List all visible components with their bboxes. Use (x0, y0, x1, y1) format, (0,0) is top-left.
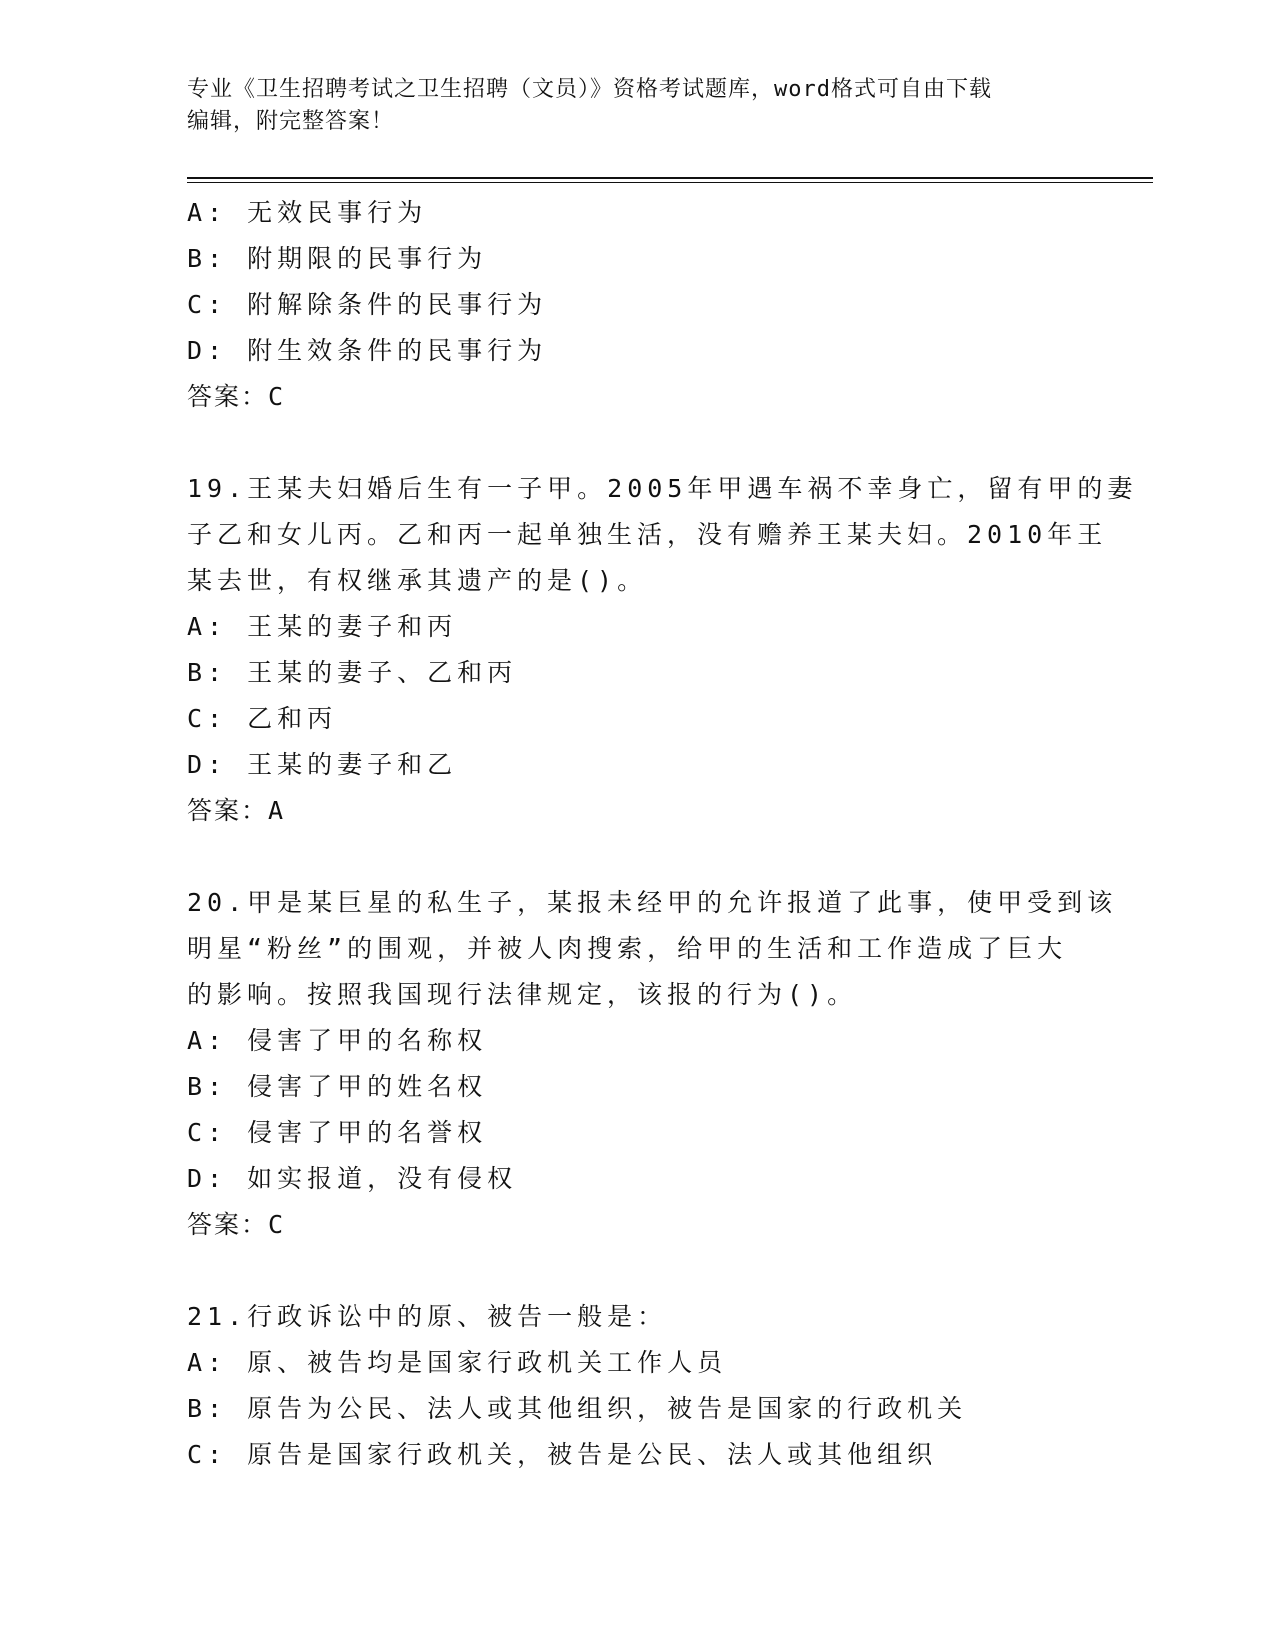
question-list (187, 190, 1138, 1478)
answer-label: 答案： (187, 382, 269, 411)
option-b: B: 侵害了甲的姓名权 (187, 1072, 488, 1101)
answer-line (187, 788, 1087, 834)
option-c: C: 乙和丙 (187, 704, 338, 733)
header-divider-thin (187, 182, 1153, 183)
question-stem-line: 的影响。按照我国现行法律规定，该报的行为()。 (187, 980, 858, 1009)
question-gap (187, 834, 1087, 880)
option-a: A: 侵害了甲的名称权 (187, 1026, 488, 1055)
header-divider-thick (187, 177, 1153, 179)
question-gap (187, 1248, 1087, 1294)
document-header (187, 74, 1087, 138)
question-stem-line: 20.甲是某巨星的私生子，某报未经甲的允许报道了此事，使甲受到该 (187, 888, 1118, 917)
option-d: D: 如实报道，没有侵权 (187, 1164, 518, 1193)
question-stem-line: 21.行政诉讼中的原、被告一般是： (187, 1302, 668, 1331)
header-line-2: 编辑，附完整答案！ (187, 109, 395, 134)
option-b: B: 原告为公民、法人或其他组织，被告是国家的行政机关 (187, 1394, 968, 1423)
answer-value: C (268, 382, 286, 411)
option-a: A: 无效民事行为 (187, 198, 428, 227)
answer-label: 答案： (187, 796, 269, 825)
question-20 (187, 880, 1118, 1248)
option-a: A: 王某的妻子和丙 (187, 612, 458, 641)
option-d: D: 附生效条件的民事行为 (187, 336, 548, 365)
option-b: B: 附期限的民事行为 (187, 244, 488, 273)
answer-line (187, 1202, 1087, 1248)
question-19 (187, 466, 1138, 834)
answer-label: 答案： (187, 1210, 269, 1239)
answer-line (187, 374, 1087, 420)
option-c: C: 侵害了甲的名誉权 (187, 1118, 488, 1147)
answer-value: A (268, 796, 286, 825)
question-stem-line: 19.王某夫妇婚后生有一子甲。2005年甲遇车祸不幸身亡，留有甲的妻 (187, 474, 1138, 503)
answer-value: C (268, 1210, 286, 1239)
question-21 (187, 1294, 1087, 1478)
question-18 (187, 190, 1087, 420)
option-c: C: 附解除条件的民事行为 (187, 290, 548, 319)
question-stem-line: 子乙和女儿丙。乙和丙一起单独生活，没有赡养王某夫妇。2010年王 (187, 520, 1108, 549)
option-a: A: 原、被告均是国家行政机关工作人员 (187, 1348, 728, 1377)
question-stem-line: 某去世，有权继承其遗产的是()。 (187, 566, 648, 595)
header-line-1: 专业《卫生招聘考试之卫生招聘（文员）》资格考试题库，word格式可自由下载 (187, 77, 992, 102)
option-c: C: 原告是国家行政机关，被告是公民、法人或其他组织 (187, 1440, 938, 1469)
question-stem-line: 明星“粉丝”的围观，并被人肉搜索，给甲的生活和工作造成了巨大 (187, 934, 1068, 963)
option-d: D: 王某的妻子和乙 (187, 750, 458, 779)
option-b: B: 王某的妻子、乙和丙 (187, 658, 518, 687)
question-gap (187, 420, 1087, 466)
